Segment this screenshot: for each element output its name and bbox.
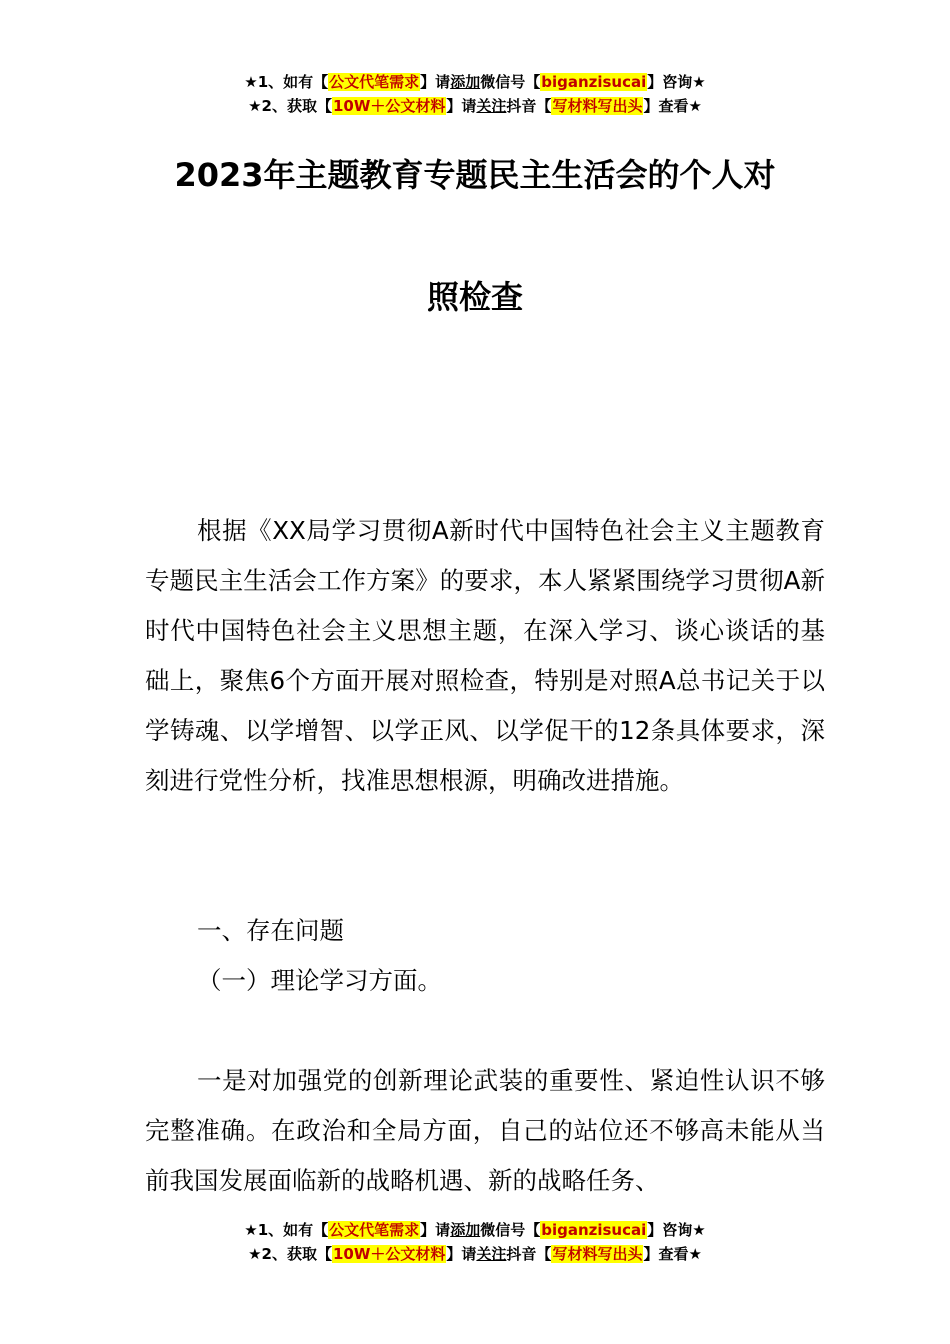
document-body-intro	[145, 506, 825, 806]
document-title-line-2: 照检查	[426, 278, 523, 316]
banner-line-2	[0, 94, 950, 118]
section-heading: 一、存在问题	[197, 916, 344, 945]
banner-line-1	[0, 1218, 950, 1242]
banner-text: 微信号【	[480, 73, 541, 91]
document-title-line-1: 2023年主题教育专题民主生活会的个人对	[174, 156, 776, 194]
banner-text: 】咨询★	[647, 1221, 706, 1239]
banner-underline: 添加	[450, 1221, 481, 1239]
banner-text: 】咨询★	[647, 73, 706, 91]
banner-underline: 关注	[476, 1245, 507, 1263]
banner-text: ★1、如有【	[244, 73, 329, 91]
banner-underline: 关注	[476, 97, 507, 115]
body-paragraph: 一是对加强党的创新理论武装的重要性、紧迫性认识不够完整准确。在政治和全局方面，自己的站位还不够高未能从当前我国发展面临新的战略机遇、新的战略任务、	[145, 1066, 825, 1195]
banner-text: 】请	[446, 1245, 477, 1263]
banner-text: 】请	[420, 73, 451, 91]
banner-underline: 添加	[450, 73, 481, 91]
banner-highlight: 公文代笔需求	[329, 73, 420, 91]
banner-text: 】查看★	[643, 1245, 702, 1263]
header-banner	[0, 70, 950, 118]
banner-text: ★2、获取【	[248, 1245, 332, 1263]
banner-highlight: 10W＋公文材料	[332, 1245, 446, 1263]
banner-highlight: biganzisucai	[541, 73, 647, 91]
banner-text: ★1、如有【	[244, 1221, 329, 1239]
subsection-heading: （一）理论学习方面。	[197, 966, 442, 995]
document-body-paragraph	[145, 1056, 825, 1206]
banner-line-1	[0, 70, 950, 94]
banner-highlight: biganzisucai	[541, 1221, 647, 1239]
banner-text: 】请	[446, 97, 477, 115]
banner-highlight: 10W＋公文材料	[332, 97, 446, 115]
banner-text: 抖音【	[506, 97, 552, 115]
banner-text: 抖音【	[506, 1245, 552, 1263]
footer-banner	[0, 1218, 950, 1266]
document-body-issues	[145, 906, 825, 1006]
banner-line-2	[0, 1242, 950, 1266]
intro-paragraph: 根据《XX局学习贯彻A新时代中国特色社会主义主题教育专题民主生活会工作方案》的要求，本人紧紧围绕学习贯彻A新时代中国特色社会主义思想主题，在深入学习、谈心谈话的基础上，聚焦6个方面开展对照检查，特别是对照A总书记关于以学铸魂、以学增智、以学正风、以学促干的12条具体要求，深刻进行党性分析，找准思想根源，明确改进措施。	[145, 516, 825, 795]
banner-highlight: 写材料写出头	[552, 1245, 643, 1263]
banner-text: 】查看★	[643, 97, 702, 115]
banner-highlight: 写材料写出头	[552, 97, 643, 115]
banner-text: ★2、获取【	[248, 97, 332, 115]
banner-text: 微信号【	[480, 1221, 541, 1239]
banner-highlight: 公文代笔需求	[329, 1221, 420, 1239]
banner-text: 】请	[420, 1221, 451, 1239]
